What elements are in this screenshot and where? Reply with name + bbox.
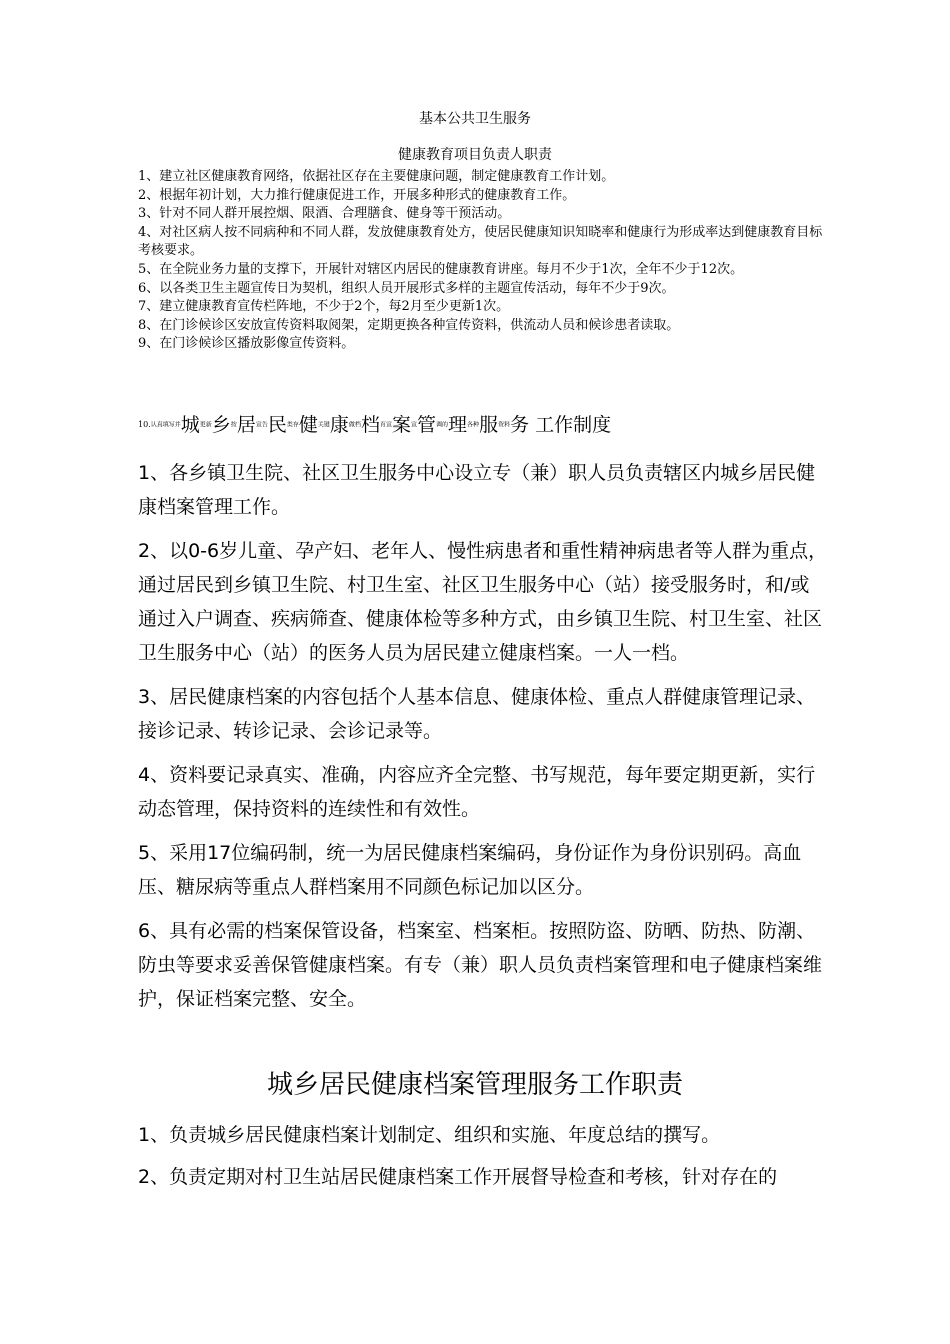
heading-char: 服: [479, 414, 499, 436]
list-item: 3、居民健康档案的内容包括个人基本信息、健康体检、重点人群健康管理记录、接诊记录、转诊记录、会诊记录等。: [138, 686, 816, 742]
overlap-number: 10.: [138, 420, 151, 429]
list-item: 3、针对不同人群开展控烟、限酒、合理膳食、健身等干预活动。: [138, 206, 511, 222]
archive-duties-heading: 城乡居民健康档案管理服务工作职责: [266, 1070, 683, 1100]
overlap-small-text: 各种: [467, 421, 480, 429]
list-item: 9、在门诊候诊区播放影像宣传资料。: [138, 336, 355, 352]
list-item: 6、以各类卫生主题宣传日为契机，组织人员开展形式多样的主题宣传活动，每年不少于9次。: [138, 280, 675, 296]
list-item: 1、负责城乡居民健康档案计划制定、组织和实施、年度总结的撰写。: [138, 1124, 721, 1146]
overlap-small-text: 类存: [286, 421, 299, 429]
heading-char: 居: [236, 414, 256, 436]
section-title-health-education: 健康教育项目负责人职责: [398, 147, 552, 163]
overlap-small-text: 关键: [317, 421, 330, 429]
list-item: 2、以0-6岁儿童、孕产妇、老年人、慢性病患者和重性精神病患者等人群为重点，通过居民到乡镇卫生院、村卫生室、社区卫生服务中心（站）接受服务时，和/或通过入户调查、疾病筛查、健康体检等多种方式，由乡镇卫生院、村卫生室、社区卫生服务中心（站）的医务人员为居民建立健康档案。一人一档。: [138, 540, 828, 664]
overlap-small-text: 育宣: [379, 421, 392, 429]
heading-char: 务 工作制度: [510, 414, 612, 436]
heading-char: 康: [329, 414, 349, 436]
archive-duties-list: [138, 1118, 828, 1202]
list-item: 5、在全院业务力量的支撑下，开展针对辖区内居民的健康教育讲座。每月不少于1次，全年不少于12次。: [138, 261, 744, 277]
overlap-small-text: 按: [230, 421, 237, 429]
heading-char: 乡: [211, 414, 231, 436]
heading-char: 档: [360, 414, 380, 436]
overlap-small-text: 资料: [498, 421, 511, 429]
overlap-small-text: 更新: [199, 421, 212, 429]
heading-char: 理: [448, 414, 468, 436]
list-item: 1、各乡镇卫生院、社区卫生服务中心设立专（兼）职人员负责辖区内城乡居民健康档案管理工作。: [138, 462, 816, 518]
health-education-duties-list: [138, 168, 828, 354]
archive-system-heading: [138, 410, 838, 440]
list-item: 5、采用17位编码制，统一为居民健康档案编码，身份证作为身份识别码。高血压、糖尿病等重点人群档案用不同颜色标记加以区分。: [138, 842, 802, 898]
list-item: 2、负责定期对村卫生站居民健康档案工作开展督导检查和考核，针对存在的: [138, 1166, 778, 1188]
list-item: 8、在门诊候诊区安放宣传资料取阅架，定期更换各种宣传资料，供流动人员和候诊患者读取。: [138, 317, 680, 333]
overlap-small-text: 宣: [410, 421, 417, 429]
heading-char: 案: [391, 414, 411, 436]
heading-char: 民: [267, 414, 287, 436]
overlap-small-text: 认真填写并: [150, 421, 181, 429]
heading-char: 健: [298, 414, 318, 436]
list-item: 6、具有必需的档案保管设备，档案室、档案柜。按照防盗、防晒、防热、防潮、防虫等要求妥善保管健康档案。有专（兼）职人员负责档案管理和电子健康档案维护，保证档案完整、安全。: [138, 920, 823, 1010]
list-item: 1、建立社区健康教育网络，依据社区存在主要健康问题，制定健康教育工作计划。: [138, 169, 615, 184]
list-item: 7、建立健康教育宣传栏阵地，不少于2个，每2月至少更新1次。: [138, 299, 510, 315]
overlap-small-text: 宣告: [255, 421, 268, 429]
list-item: 2、根据年初计划，大力推行健康促进工作，开展多种形式的健康教育工作。: [138, 187, 576, 203]
overlap-small-text: 做档: [348, 421, 361, 429]
heading-char: 管: [417, 414, 437, 436]
heading-char: 城: [180, 414, 200, 436]
list-item: 4、资料要记录真实、准确，内容应齐全完整、书写规范，每年要定期更新，实行动态管理，保持资料的连续性和有效性。: [138, 764, 816, 820]
archive-system-list: [138, 456, 828, 1026]
overlap-small-text: 调的: [436, 421, 449, 429]
document-title: 基本公共卫生服务: [419, 111, 531, 127]
list-item: 4、对社区病人按不同病种和不同人群，发放健康教育处方，使居民健康知识知晓率和健康行为形成率达到健康教育目标考核要求。: [138, 224, 823, 259]
